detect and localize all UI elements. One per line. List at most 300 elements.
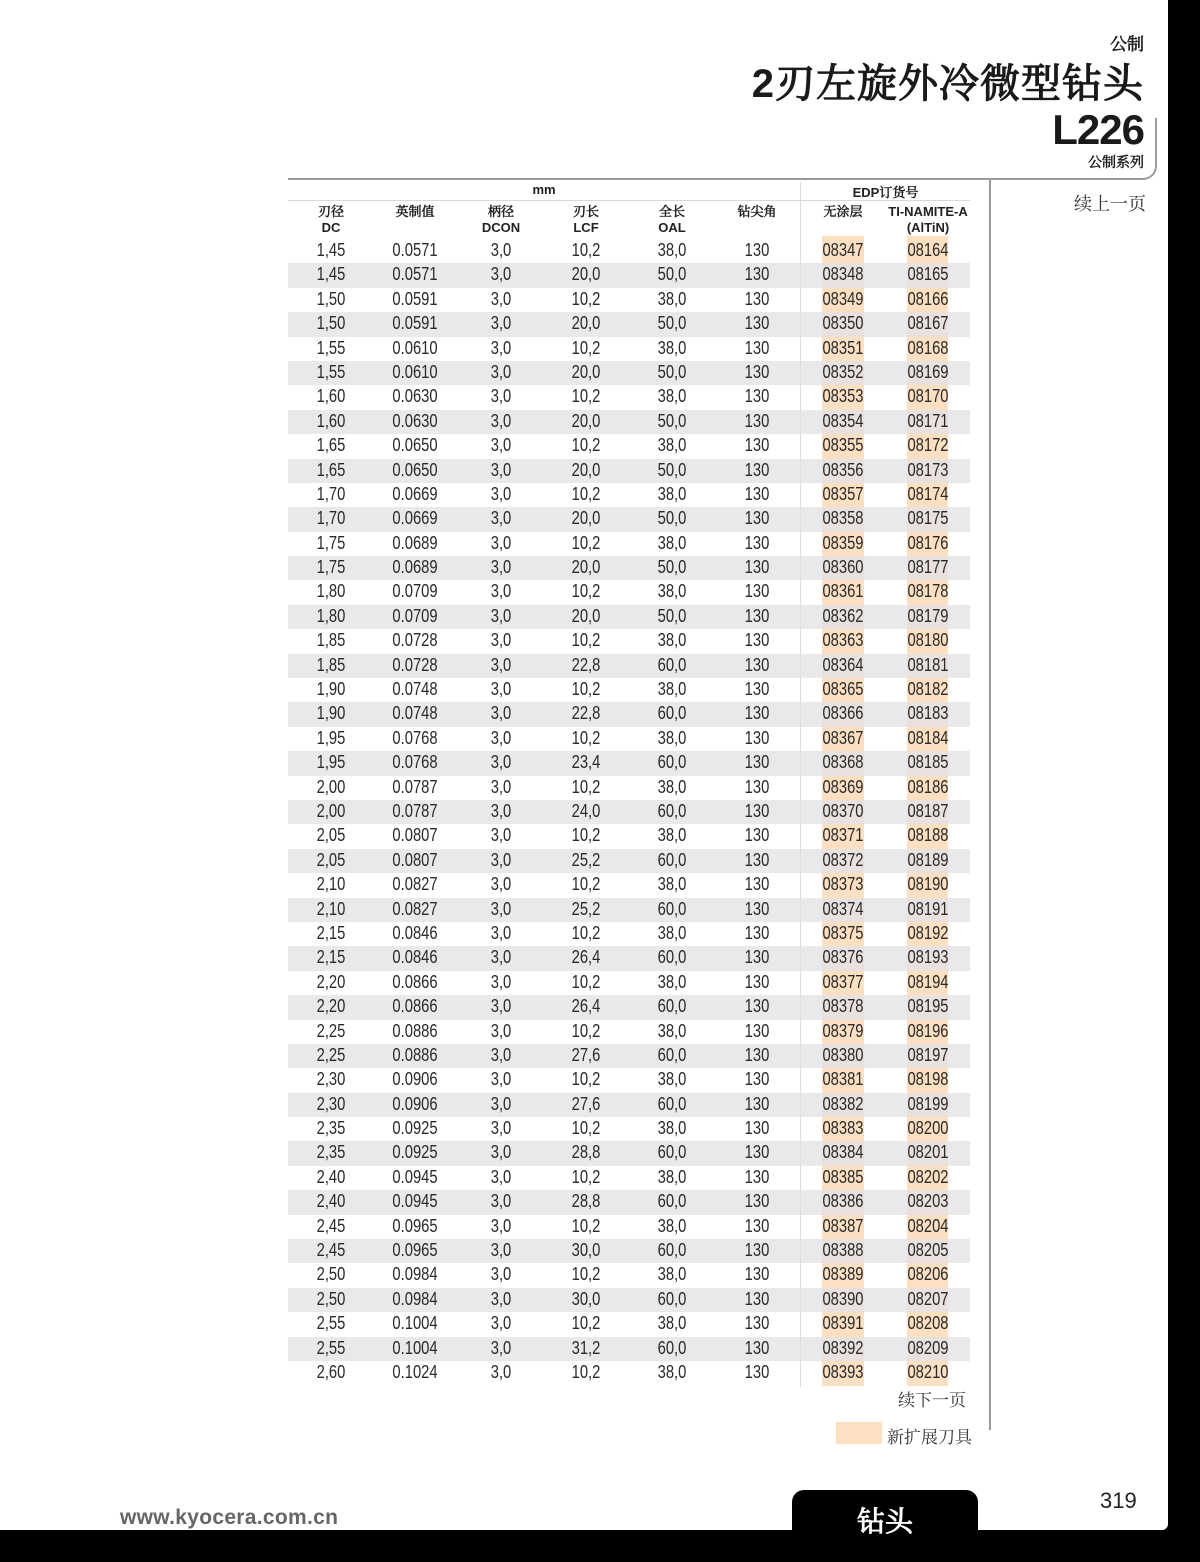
cell-lcf: 28,8	[571, 1142, 601, 1163]
cell-edp-uncoated: 08355	[822, 435, 864, 456]
cell-edp-tinamite: 08186	[907, 776, 949, 797]
cell-edp-tinamite: 08204	[907, 1215, 949, 1236]
cell-lcf: 10,2	[571, 727, 601, 748]
cell-point-angle: 130	[744, 1313, 770, 1334]
cell-edp-tinamite: 08194	[907, 971, 949, 992]
cell-edp-tinamite: 08170	[907, 386, 949, 407]
cell-edp-tinamite: 08199	[907, 1093, 949, 1114]
cell-dcon: 3,0	[490, 1361, 512, 1382]
cell-edp-tinamite: 08180	[907, 630, 949, 651]
legend-label: 新扩展刀具	[887, 1428, 972, 1447]
cell-dcon: 3,0	[490, 703, 512, 724]
cell-edp-uncoated: 08358	[822, 508, 864, 529]
table-row	[288, 580, 970, 604]
cell-dcon: 3,0	[490, 532, 512, 553]
cell-inch: 0.0846	[392, 922, 438, 943]
cell-dc: 2,30	[316, 1093, 346, 1114]
cell-point-angle: 130	[744, 1166, 770, 1187]
cell-dcon: 3,0	[490, 1044, 512, 1065]
cell-point-angle: 130	[744, 898, 770, 919]
cell-dc: 2,15	[316, 922, 346, 943]
cell-dc: 2,45	[316, 1240, 346, 1261]
cell-dcon: 3,0	[490, 1142, 512, 1163]
cell-lcf: 10,2	[571, 1020, 601, 1041]
cell-lcf: 20,0	[571, 264, 601, 285]
cell-inch: 0.1004	[392, 1337, 438, 1358]
cell-dc: 2,40	[316, 1191, 346, 1212]
cell-dcon: 3,0	[490, 654, 512, 675]
cell-edp-uncoated: 08385	[822, 1166, 864, 1187]
cell-edp-tinamite: 08169	[907, 361, 949, 382]
cell-dc: 2,00	[316, 776, 346, 797]
cell-edp-uncoated: 08388	[822, 1240, 864, 1261]
cell-edp-uncoated: 08373	[822, 874, 864, 895]
table-row	[288, 1166, 970, 1190]
cell-lcf: 20,0	[571, 313, 601, 334]
cell-edp-tinamite: 08181	[907, 654, 949, 675]
cell-edp-uncoated: 08351	[822, 337, 864, 358]
cell-dcon: 3,0	[490, 459, 512, 480]
cell-dc: 1,65	[316, 459, 346, 480]
cell-point-angle: 130	[744, 825, 770, 846]
cell-edp-tinamite: 08209	[907, 1337, 949, 1358]
cell-edp-tinamite: 08193	[907, 947, 949, 968]
cell-edp-tinamite: 08192	[907, 922, 949, 943]
table-row	[288, 898, 970, 922]
table-row	[288, 1337, 970, 1361]
cell-edp-tinamite: 08178	[907, 581, 949, 602]
cell-lcf: 27,6	[571, 1044, 601, 1065]
edp-group-header: EDP订货号	[852, 185, 919, 200]
cell-point-angle: 130	[744, 483, 770, 504]
cell-lcf: 26,4	[571, 996, 601, 1017]
cell-lcf: 20,0	[571, 605, 601, 626]
col-header-oal: 全长 OAL	[658, 204, 686, 235]
cell-oal: 60,0	[657, 654, 687, 675]
cell-dcon: 3,0	[490, 1093, 512, 1114]
cell-point-angle: 130	[744, 605, 770, 626]
cell-dc: 1,80	[316, 581, 346, 602]
cell-point-angle: 130	[744, 1337, 770, 1358]
table-row	[288, 1288, 970, 1312]
legend-swatch	[836, 1422, 882, 1444]
cell-dc: 2,10	[316, 898, 346, 919]
cell-inch: 0.0571	[392, 240, 438, 260]
cell-inch: 0.0669	[392, 508, 438, 529]
cell-inch: 0.0610	[392, 361, 438, 382]
cell-dc: 1,95	[316, 752, 346, 773]
cell-edp-uncoated: 08366	[822, 703, 864, 724]
cell-lcf: 10,2	[571, 922, 601, 943]
cell-edp-uncoated: 08365	[822, 679, 864, 700]
product-table-body	[288, 239, 970, 1385]
cell-lcf: 28,8	[571, 1191, 601, 1212]
cell-edp-tinamite: 08208	[907, 1313, 949, 1334]
cell-edp-tinamite: 08207	[907, 1288, 949, 1309]
cell-point-angle: 130	[744, 1288, 770, 1309]
cell-oal: 38,0	[657, 1069, 687, 1090]
cell-edp-uncoated: 08380	[822, 1044, 864, 1065]
table-row	[288, 702, 970, 726]
cell-oal: 50,0	[657, 557, 687, 578]
cell-point-angle: 130	[744, 1069, 770, 1090]
cell-point-angle: 130	[744, 1361, 770, 1382]
cell-dc: 1,55	[316, 337, 346, 358]
cell-edp-uncoated: 08378	[822, 996, 864, 1017]
cell-dc: 2,05	[316, 849, 346, 870]
table-row	[288, 1312, 970, 1336]
cell-dc: 1,50	[316, 313, 346, 334]
cell-dc: 2,05	[316, 825, 346, 846]
cell-lcf: 10,2	[571, 679, 601, 700]
cell-point-angle: 130	[744, 800, 770, 821]
cell-lcf: 25,2	[571, 898, 601, 919]
cell-edp-uncoated: 08382	[822, 1093, 864, 1114]
cell-dcon: 3,0	[490, 581, 512, 602]
cell-lcf: 31,2	[571, 1337, 601, 1358]
cell-point-angle: 130	[744, 581, 770, 602]
cell-dcon: 3,0	[490, 947, 512, 968]
cell-dcon: 3,0	[490, 1215, 512, 1236]
cell-point-angle: 130	[744, 508, 770, 529]
cell-inch: 0.0866	[392, 996, 438, 1017]
cell-point-angle: 130	[744, 1264, 770, 1285]
cell-edp-uncoated: 08392	[822, 1337, 864, 1358]
table-row	[288, 776, 970, 800]
table-row	[288, 263, 970, 287]
cell-edp-tinamite: 08191	[907, 898, 949, 919]
cell-dc: 1,90	[316, 703, 346, 724]
table-row	[288, 337, 970, 361]
cell-edp-tinamite: 08164	[907, 240, 949, 260]
cell-oal: 50,0	[657, 264, 687, 285]
cell-point-angle: 130	[744, 410, 770, 431]
table-row	[288, 1044, 970, 1068]
cell-edp-tinamite: 08168	[907, 337, 949, 358]
cell-point-angle: 130	[744, 1215, 770, 1236]
cell-lcf: 10,2	[571, 288, 601, 309]
cell-oal: 60,0	[657, 849, 687, 870]
cell-edp-uncoated: 08354	[822, 410, 864, 431]
cell-lcf: 10,2	[571, 483, 601, 504]
cell-dcon: 3,0	[490, 313, 512, 334]
table-row	[288, 995, 970, 1019]
cell-edp-uncoated: 08390	[822, 1288, 864, 1309]
cell-inch: 0.0748	[392, 679, 438, 700]
cell-lcf: 10,2	[571, 337, 601, 358]
cell-edp-tinamite: 08205	[907, 1240, 949, 1261]
cell-point-angle: 130	[744, 459, 770, 480]
table-row	[288, 605, 970, 629]
table-row	[288, 1093, 970, 1117]
table-row	[288, 434, 970, 458]
header-category: 公制	[1110, 35, 1144, 54]
cell-oal: 38,0	[657, 288, 687, 309]
cell-edp-tinamite: 08196	[907, 1020, 949, 1041]
cell-dcon: 3,0	[490, 727, 512, 748]
cell-lcf: 20,0	[571, 459, 601, 480]
cell-oal: 38,0	[657, 1264, 687, 1285]
cell-point-angle: 130	[744, 947, 770, 968]
cell-dcon: 3,0	[490, 1069, 512, 1090]
cell-oal: 60,0	[657, 1044, 687, 1065]
cell-edp-uncoated: 08350	[822, 313, 864, 334]
cell-point-angle: 130	[744, 386, 770, 407]
cell-dcon: 3,0	[490, 898, 512, 919]
mm-group-header: mm	[532, 182, 556, 197]
table-row	[288, 361, 970, 385]
cell-lcf: 10,2	[571, 386, 601, 407]
cell-oal: 38,0	[657, 825, 687, 846]
cell-dcon: 3,0	[490, 971, 512, 992]
cell-lcf: 10,2	[571, 435, 601, 456]
cell-lcf: 20,0	[571, 361, 601, 382]
cell-dcon: 3,0	[490, 776, 512, 797]
cell-lcf: 23,4	[571, 752, 601, 773]
cell-inch: 0.0728	[392, 654, 438, 675]
cell-dcon: 3,0	[490, 410, 512, 431]
cell-point-angle: 130	[744, 654, 770, 675]
cell-dc: 1,95	[316, 727, 346, 748]
cell-point-angle: 130	[744, 1142, 770, 1163]
cell-point-angle: 130	[744, 752, 770, 773]
cell-edp-uncoated: 08393	[822, 1361, 864, 1382]
table-row	[288, 971, 970, 995]
cell-dc: 1,50	[316, 288, 346, 309]
table-row	[288, 873, 970, 897]
cell-edp-uncoated: 08364	[822, 654, 864, 675]
cell-dc: 2,20	[316, 996, 346, 1017]
cell-edp-uncoated: 08384	[822, 1142, 864, 1163]
cell-edp-uncoated: 08356	[822, 459, 864, 480]
cell-edp-tinamite: 08171	[907, 410, 949, 431]
cell-inch: 0.0866	[392, 971, 438, 992]
cell-inch: 0.0630	[392, 386, 438, 407]
cell-oal: 38,0	[657, 1118, 687, 1139]
cell-oal: 60,0	[657, 898, 687, 919]
cell-oal: 50,0	[657, 410, 687, 431]
cell-dc: 2,00	[316, 800, 346, 821]
table-row	[288, 678, 970, 702]
cell-lcf: 10,2	[571, 240, 601, 260]
cell-dc: 2,50	[316, 1288, 346, 1309]
cell-oal: 38,0	[657, 1166, 687, 1187]
cell-dc: 1,80	[316, 605, 346, 626]
cell-edp-tinamite: 08198	[907, 1069, 949, 1090]
cell-point-angle: 130	[744, 1044, 770, 1065]
header-frame-line	[288, 118, 1157, 180]
cell-lcf: 30,0	[571, 1240, 601, 1261]
cell-inch: 0.0650	[392, 435, 438, 456]
cell-inch: 0.0768	[392, 752, 438, 773]
cell-edp-uncoated: 08367	[822, 727, 864, 748]
cell-lcf: 30,0	[571, 1288, 601, 1309]
cell-oal: 38,0	[657, 922, 687, 943]
cell-dc: 1,85	[316, 654, 346, 675]
cell-edp-tinamite: 08188	[907, 825, 949, 846]
cell-lcf: 20,0	[571, 557, 601, 578]
cell-point-angle: 130	[744, 1191, 770, 1212]
cell-lcf: 24,0	[571, 800, 601, 821]
cell-dcon: 3,0	[490, 1191, 512, 1212]
cell-edp-uncoated: 08383	[822, 1118, 864, 1139]
table-row	[288, 459, 970, 483]
cell-edp-uncoated: 08369	[822, 776, 864, 797]
cell-edp-uncoated: 08348	[822, 264, 864, 285]
cell-edp-tinamite: 08187	[907, 800, 949, 821]
cell-lcf: 26,4	[571, 947, 601, 968]
cell-edp-uncoated: 08349	[822, 288, 864, 309]
cell-point-angle: 130	[744, 703, 770, 724]
cell-dc: 1,85	[316, 630, 346, 651]
cell-edp-tinamite: 08179	[907, 605, 949, 626]
continued-from-label: 续上一页	[1074, 194, 1146, 214]
cell-oal: 38,0	[657, 1215, 687, 1236]
cell-oal: 60,0	[657, 1191, 687, 1212]
cell-point-angle: 130	[744, 337, 770, 358]
cell-oal: 38,0	[657, 1020, 687, 1041]
cell-edp-tinamite: 08166	[907, 288, 949, 309]
cell-inch: 0.0571	[392, 264, 438, 285]
cell-dcon: 3,0	[490, 508, 512, 529]
cell-dcon: 3,0	[490, 264, 512, 285]
cell-inch: 0.0807	[392, 849, 438, 870]
table-row	[288, 654, 970, 678]
cell-dcon: 3,0	[490, 752, 512, 773]
cell-oal: 38,0	[657, 679, 687, 700]
cell-dc: 1,70	[316, 483, 346, 504]
cell-edp-tinamite: 08197	[907, 1044, 949, 1065]
cell-lcf: 10,2	[571, 1313, 601, 1334]
cell-point-angle: 130	[744, 679, 770, 700]
cell-inch: 0.0906	[392, 1069, 438, 1090]
table-row	[288, 410, 970, 434]
cell-inch: 0.0630	[392, 410, 438, 431]
cell-lcf: 10,2	[571, 1069, 601, 1090]
cell-edp-tinamite: 08190	[907, 874, 949, 895]
cell-inch: 0.0669	[392, 483, 438, 504]
cell-edp-tinamite: 08177	[907, 557, 949, 578]
cell-edp-uncoated: 08352	[822, 361, 864, 382]
table-row	[288, 556, 970, 580]
cell-dc: 2,55	[316, 1337, 346, 1358]
table-row	[288, 1361, 970, 1385]
cell-point-angle: 130	[744, 557, 770, 578]
table-row	[288, 483, 970, 507]
cell-oal: 60,0	[657, 1337, 687, 1358]
cell-lcf: 27,6	[571, 1093, 601, 1114]
cell-edp-tinamite: 08167	[907, 313, 949, 334]
cell-oal: 38,0	[657, 240, 687, 260]
cell-dcon: 3,0	[490, 922, 512, 943]
cell-lcf: 10,2	[571, 1264, 601, 1285]
cell-edp-uncoated: 08375	[822, 922, 864, 943]
cell-edp-uncoated: 08386	[822, 1191, 864, 1212]
cell-dc: 2,35	[316, 1142, 346, 1163]
cell-dc: 2,40	[316, 1166, 346, 1187]
cell-oal: 38,0	[657, 1313, 687, 1334]
cell-oal: 60,0	[657, 1240, 687, 1261]
cell-inch: 0.0728	[392, 630, 438, 651]
cell-point-angle: 130	[744, 1020, 770, 1041]
cell-oal: 50,0	[657, 313, 687, 334]
table-row	[288, 800, 970, 824]
cell-edp-tinamite: 08182	[907, 679, 949, 700]
cell-edp-uncoated: 08371	[822, 825, 864, 846]
cell-edp-uncoated: 08368	[822, 752, 864, 773]
cell-oal: 60,0	[657, 1142, 687, 1163]
cell-dcon: 3,0	[490, 825, 512, 846]
cell-dc: 1,70	[316, 508, 346, 529]
table-row	[288, 1117, 970, 1141]
cell-oal: 38,0	[657, 1361, 687, 1382]
cell-inch: 0.0945	[392, 1166, 438, 1187]
cell-point-angle: 130	[744, 240, 770, 260]
cell-inch: 0.0689	[392, 532, 438, 553]
cell-inch: 0.0807	[392, 825, 438, 846]
cell-edp-uncoated: 08353	[822, 386, 864, 407]
cell-edp-tinamite: 08185	[907, 752, 949, 773]
cell-oal: 38,0	[657, 483, 687, 504]
cell-point-angle: 130	[744, 971, 770, 992]
cell-point-angle: 130	[744, 532, 770, 553]
cell-oal: 60,0	[657, 947, 687, 968]
cell-oal: 38,0	[657, 971, 687, 992]
col-header-dc: 刃径 DC	[317, 204, 344, 235]
cell-edp-uncoated: 08362	[822, 605, 864, 626]
table-row	[288, 312, 970, 336]
cell-dc: 2,45	[316, 1215, 346, 1236]
cell-dcon: 3,0	[490, 483, 512, 504]
col-header-tinamite: TI-NAMITE-A (AlTiN)	[888, 204, 968, 235]
cell-lcf: 10,2	[571, 874, 601, 895]
table-row	[288, 1215, 970, 1239]
cell-lcf: 25,2	[571, 849, 601, 870]
cell-edp-tinamite: 08195	[907, 996, 949, 1017]
cell-edp-uncoated: 08389	[822, 1264, 864, 1285]
cell-point-angle: 130	[744, 361, 770, 382]
cell-dcon: 3,0	[490, 605, 512, 626]
cell-edp-uncoated: 08359	[822, 532, 864, 553]
cell-edp-uncoated: 08347	[822, 240, 864, 260]
cell-lcf: 10,2	[571, 776, 601, 797]
table-row	[288, 288, 970, 312]
table-row	[288, 1190, 970, 1214]
website-link[interactable]: www.kyocera.com.cn	[120, 1506, 339, 1529]
cell-lcf: 22,8	[571, 703, 601, 724]
cell-lcf: 20,0	[571, 410, 601, 431]
cell-dc: 2,25	[316, 1044, 346, 1065]
cell-dcon: 3,0	[490, 1288, 512, 1309]
table-row	[288, 532, 970, 556]
col-header-inch: 英制值	[395, 204, 435, 219]
cell-dc: 1,90	[316, 679, 346, 700]
cell-point-angle: 130	[744, 264, 770, 285]
cell-inch: 0.0984	[392, 1288, 438, 1309]
cell-inch: 0.1024	[392, 1361, 438, 1382]
cell-inch: 0.0787	[392, 776, 438, 797]
cell-lcf: 10,2	[571, 630, 601, 651]
table-row	[288, 1020, 970, 1044]
cell-inch: 0.1004	[392, 1313, 438, 1334]
cell-inch: 0.0768	[392, 727, 438, 748]
cell-dc: 1,75	[316, 532, 346, 553]
cell-edp-uncoated: 08379	[822, 1020, 864, 1041]
cell-oal: 50,0	[657, 459, 687, 480]
cell-lcf: 10,2	[571, 581, 601, 602]
cell-dcon: 3,0	[490, 849, 512, 870]
cell-inch: 0.0925	[392, 1142, 438, 1163]
